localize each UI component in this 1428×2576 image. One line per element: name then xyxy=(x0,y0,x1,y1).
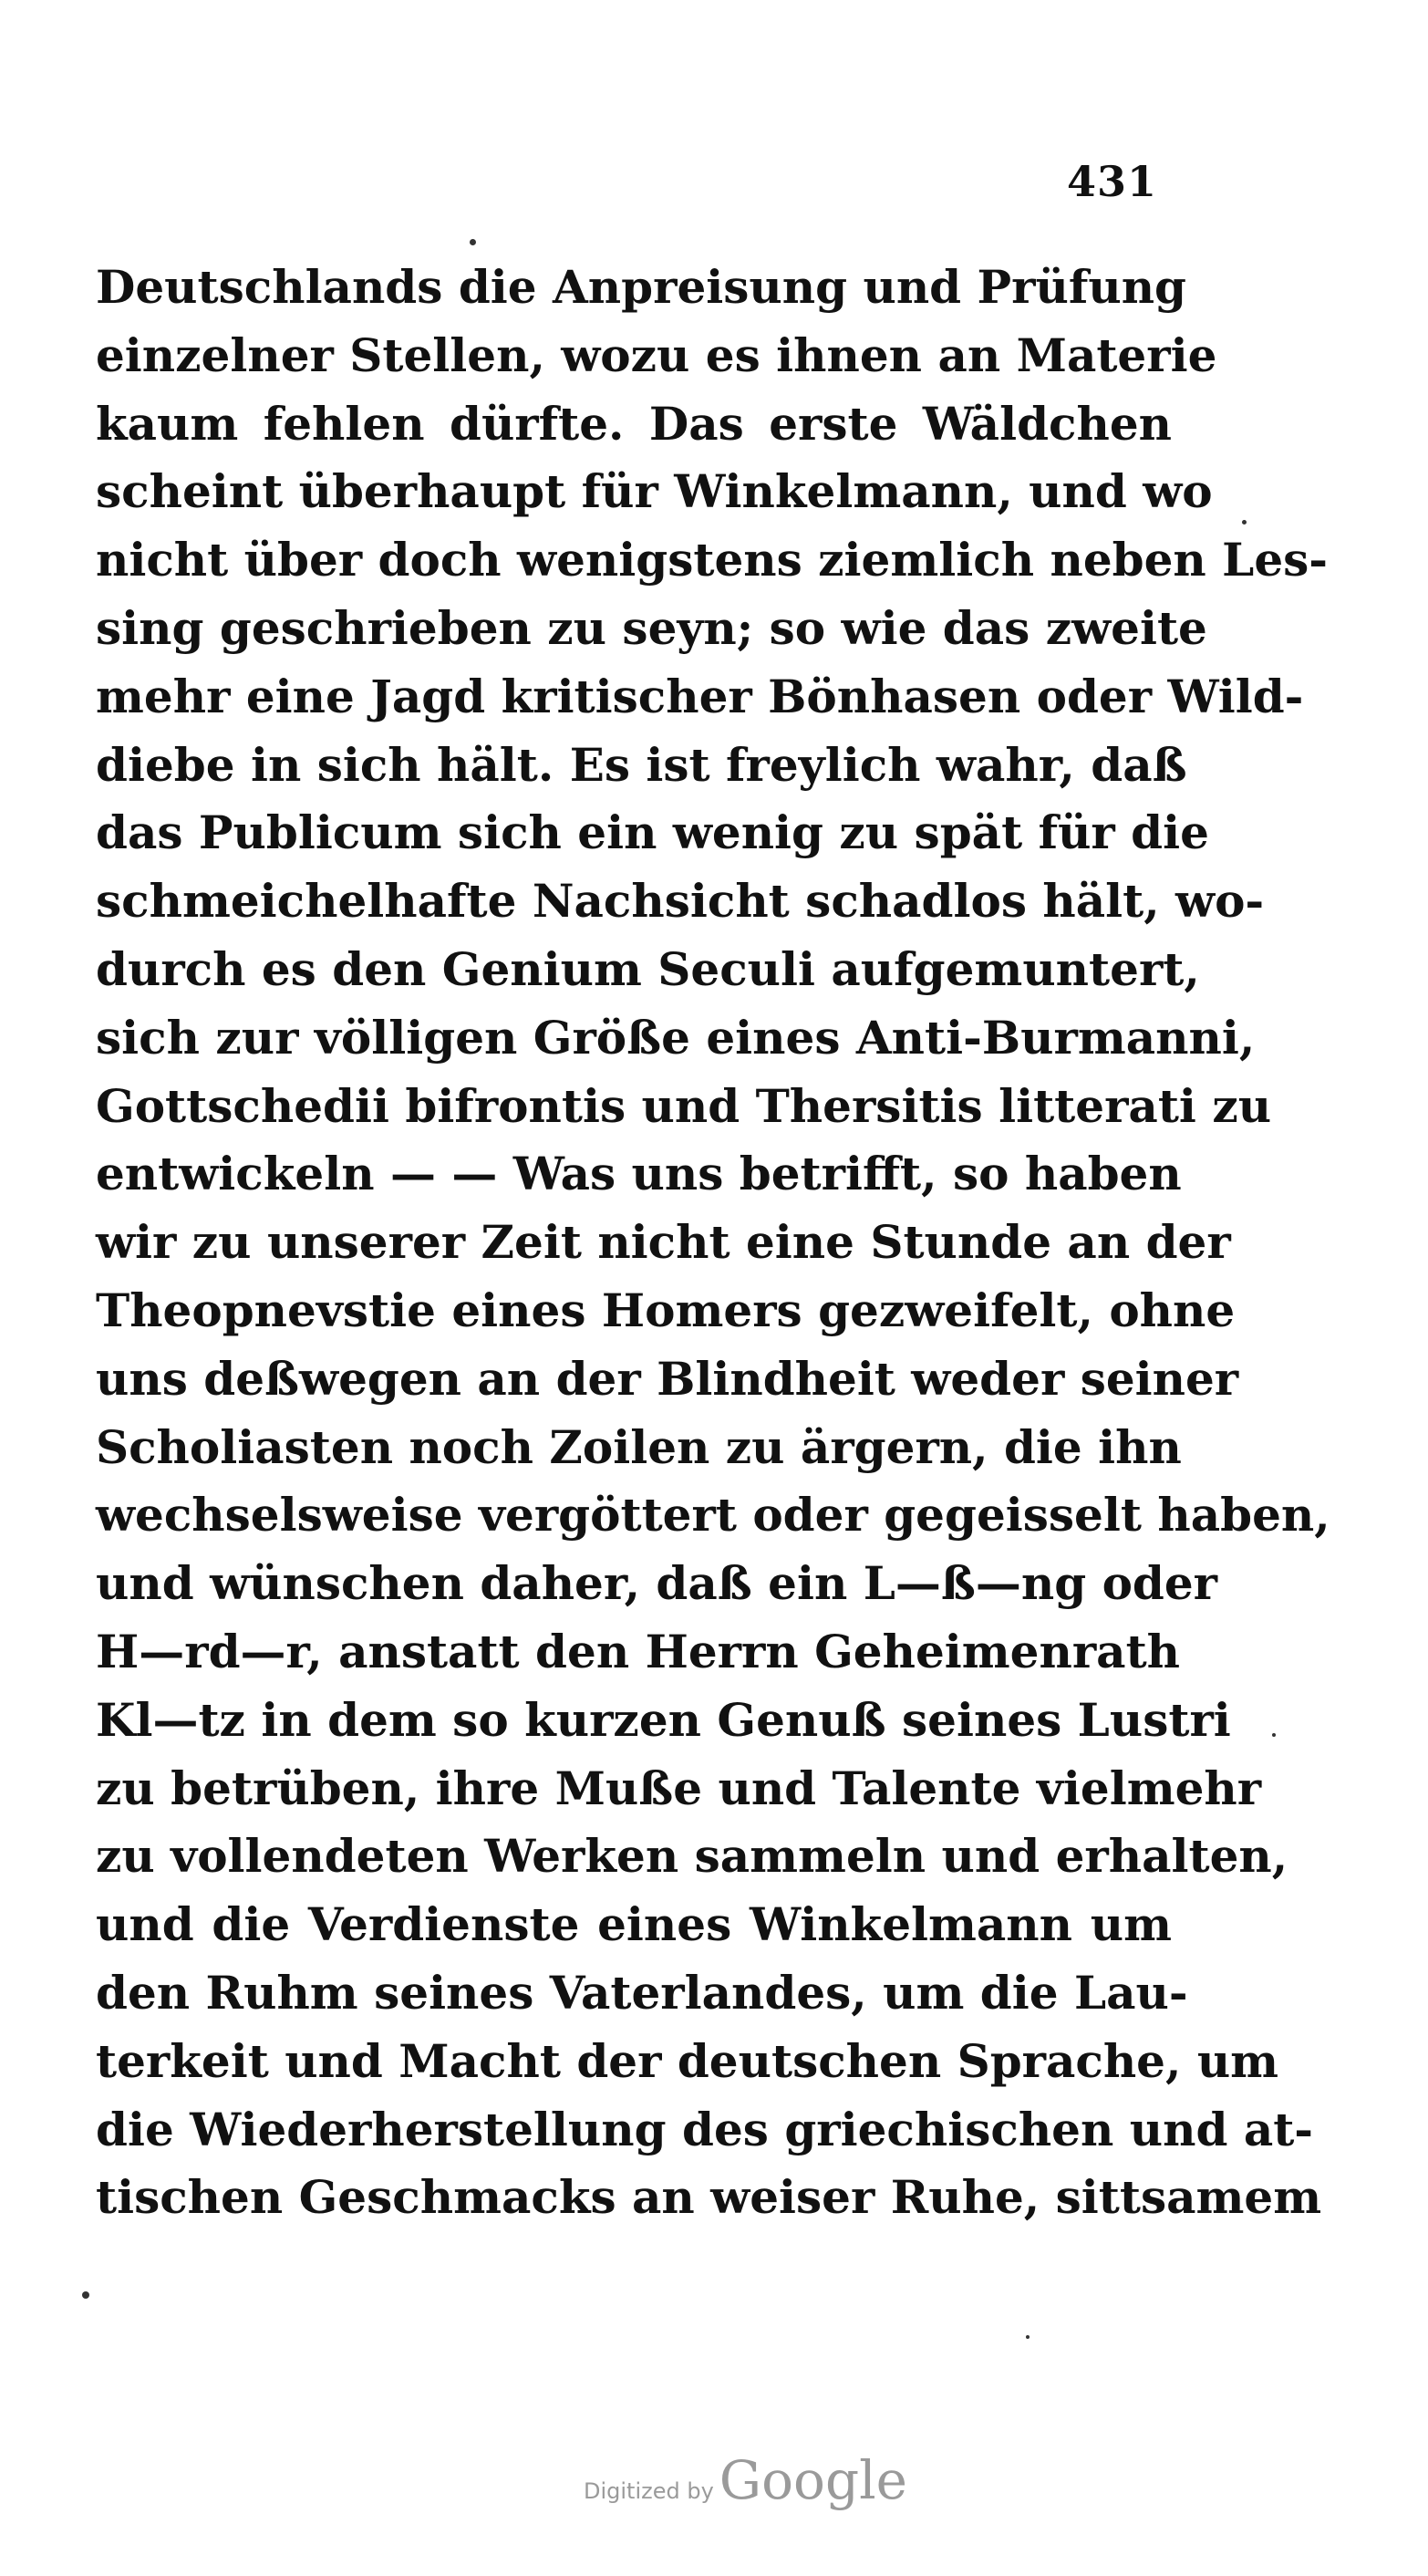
text-line: Gottschedii bifrontis und Thersitis litterati zu xyxy=(96,1078,1272,1133)
text-line: uns deßwegen an der Blindheit weder seiner xyxy=(96,1351,1239,1406)
watermark-digitized-by: Digitized by xyxy=(584,2478,714,2504)
scan-speck xyxy=(1242,520,1247,525)
text-line: wechselsweise vergöttert oder gegeisselt haben, xyxy=(96,1488,1330,1542)
text-line: diebe in sich hält. Es ist freylich wahr, daß xyxy=(96,737,1187,792)
text-line: das Publicum sich ein wenig zu spät für die xyxy=(96,805,1209,860)
text-line: Theopnevstie eines Homers gezweifelt, ohne xyxy=(96,1283,1236,1337)
text-line: Kl—tz in dem so kurzen Genuß seines Lustri xyxy=(96,1692,1231,1747)
scan-speck xyxy=(470,239,476,245)
text-line: sich zur völligen Größe eines Anti-Burmanni, xyxy=(96,1010,1256,1065)
text-line: entwickeln — — Was uns betrifft, so haben xyxy=(96,1147,1182,1201)
scan-speck xyxy=(1026,2335,1030,2339)
text-line: zu vollendeten Werken sammeln und erhalten, xyxy=(96,1829,1288,1884)
digitization-watermark xyxy=(584,2449,907,2511)
text-line: scheint überhaupt für Winkelmann, und wo xyxy=(96,464,1213,519)
text-line: sing geschrieben zu seyn; so wie das zweite xyxy=(96,600,1207,655)
scan-speck xyxy=(1272,1733,1276,1737)
page-number: 431 xyxy=(1067,157,1158,206)
text-line: nicht über doch wenigstens ziemlich neben Les- xyxy=(96,533,1329,587)
text-line: terkeit und Macht der deutschen Sprache, um xyxy=(96,2033,1279,2088)
text-line: Deutschlands die Anpreisung und Prüfung xyxy=(96,260,1187,314)
text-line: H—rd—r, anstatt den Herrn Geheimenrath xyxy=(96,1624,1181,1678)
watermark-brand: Google xyxy=(719,2449,907,2511)
text-line: und wünschen daher, daß ein L—ß—ng oder xyxy=(96,1556,1218,1611)
text-line: durch es den Genium Seculi aufgemuntert, xyxy=(96,941,1200,996)
text-line: schmeichelhafte Nachsicht schadlos hält, wo- xyxy=(96,874,1265,929)
text-line: einzelner Stellen, wozu es ihnen an Materie xyxy=(96,327,1217,382)
text-line: mehr eine Jagd kritischer Bönhasen oder Wild- xyxy=(96,669,1304,723)
text-line: zu betrüben, ihre Muße und Talente vielmehr xyxy=(96,1761,1262,1815)
text-line: wir zu unserer Zeit nicht eine Stunde an der xyxy=(96,1215,1231,1270)
body-text xyxy=(96,254,1330,2232)
text-line: den Ruhm seines Vaterlandes, um die Lau- xyxy=(96,1965,1188,2020)
scan-speck xyxy=(82,2291,89,2299)
text-line: die Wiederherstellung des griechischen und at- xyxy=(96,2102,1314,2156)
text-line: kaum fehlen dürfte. Das erste Wäldchen xyxy=(96,396,1172,451)
text-line: tischen Geschmacks an weiser Ruhe, sittsamem xyxy=(96,2170,1322,2225)
text-line: und die Verdienste eines Winkelmann um xyxy=(96,1897,1172,1952)
text-line: Scholiasten noch Zoilen zu ärgern, die ihn xyxy=(96,1419,1182,1474)
